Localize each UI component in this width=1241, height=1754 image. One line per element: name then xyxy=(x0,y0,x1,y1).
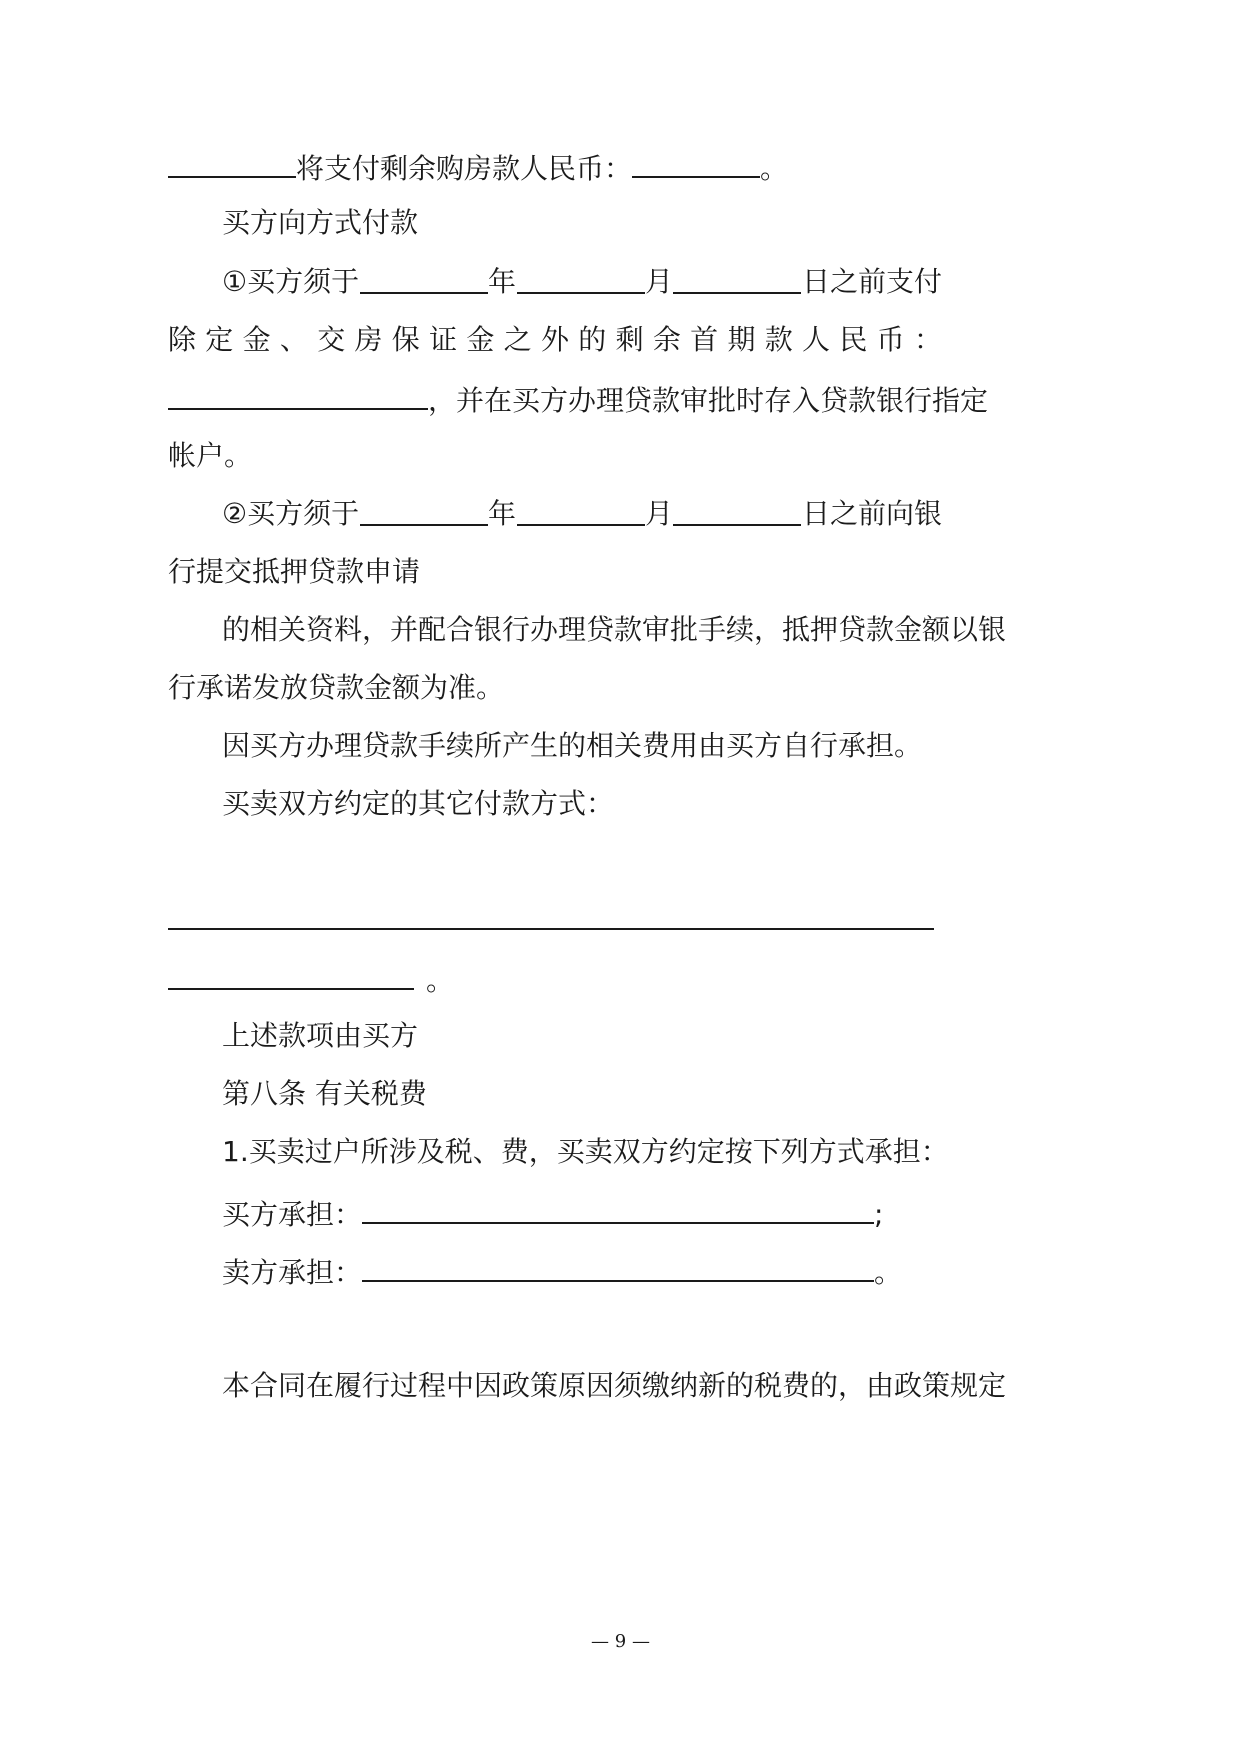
char: 期 xyxy=(727,323,756,356)
line-text: 月 xyxy=(645,265,674,298)
item-1-deposit-line xyxy=(168,378,988,418)
loan-amount-line: 行承诺发放贷款金额为准。 xyxy=(168,671,505,704)
blank-field xyxy=(517,262,645,294)
blank-field xyxy=(362,1250,874,1282)
item-2-continuation-line: 行提交抵押贷款申请 xyxy=(168,555,421,588)
payment-method-line: 买方向方式付款 xyxy=(222,206,419,239)
line-text: ①买方须于 xyxy=(222,265,360,298)
blank-field xyxy=(517,494,645,526)
char: 房 xyxy=(354,323,383,356)
item-1-continuation-line xyxy=(168,320,942,360)
char: 剩 xyxy=(615,323,644,356)
char: 的 xyxy=(578,323,607,356)
char: 定 xyxy=(205,323,234,356)
policy-tax-line: 本合同在履行过程中因政策原因须缴纳新的税费的，由政策规定 xyxy=(222,1369,1007,1402)
char: 民 xyxy=(839,323,868,356)
blank-field xyxy=(673,494,801,526)
char: 除 xyxy=(168,323,197,356)
line-text: 年 xyxy=(488,497,517,530)
loan-materials-line: 的相关资料，并配合银行办理贷款审批手续，抵押贷款金额以银 xyxy=(222,613,1007,646)
char: 金 xyxy=(242,323,271,356)
blank-field xyxy=(632,146,760,178)
blank-field xyxy=(168,378,428,410)
char: 交 xyxy=(317,323,346,356)
char: 外 xyxy=(540,323,569,356)
line-text: ，并在买方办理贷款审批时存入贷款银行指定 xyxy=(428,384,989,417)
line-text: 买方承担： xyxy=(222,1198,363,1231)
blank-field xyxy=(360,262,488,294)
char: 款 xyxy=(764,323,793,356)
item-1-end-line: 帐户。 xyxy=(168,439,253,472)
other-payment-line: 买卖双方约定的其它付款方式： xyxy=(222,787,615,820)
line-text: 将支付剩余购房款人民币： xyxy=(296,152,633,185)
blank-field xyxy=(168,146,296,178)
payment-remaining-line xyxy=(168,146,788,186)
item-2-date-line xyxy=(222,494,942,534)
blank-field xyxy=(168,928,934,930)
blank-field xyxy=(360,494,488,526)
line-text: 月 xyxy=(645,497,674,530)
buyer-bears-line xyxy=(222,1192,883,1232)
line-text: 。 xyxy=(874,1256,903,1289)
payment-by-buyer-line: 上述款项由买方 xyxy=(222,1019,419,1052)
char: 保 xyxy=(391,323,420,356)
other-payment-blank-line xyxy=(168,958,454,998)
line-text: 日之前向银 xyxy=(801,497,942,530)
line-text: ; xyxy=(874,1198,884,1231)
line-text: 。 xyxy=(426,964,455,997)
article-8-heading: 第八条 有关税费 xyxy=(222,1077,427,1110)
char: ： xyxy=(913,323,942,356)
char: 金 xyxy=(466,323,495,356)
char: 人 xyxy=(802,323,831,356)
blank-field xyxy=(673,262,801,294)
loan-fees-line: 因买方办理贷款手续所产生的相关费用由买方自行承担。 xyxy=(222,729,923,762)
char: 、 xyxy=(279,323,308,356)
char: 余 xyxy=(652,323,681,356)
seller-bears-line xyxy=(222,1250,902,1290)
blank-field xyxy=(362,1192,874,1224)
tax-fee-clause-line: 1.买卖过户所涉及税、费，买卖双方约定按下列方式承担： xyxy=(222,1135,949,1168)
line-text: 卖方承担： xyxy=(222,1256,363,1289)
char: 币 xyxy=(876,323,905,356)
char: 证 xyxy=(429,323,458,356)
line-text: 。 xyxy=(760,152,789,185)
blank-field xyxy=(168,958,414,990)
line-text: ②买方须于 xyxy=(222,497,360,530)
line-text: 年 xyxy=(488,265,517,298)
line-text: 日之前支付 xyxy=(801,265,942,298)
char: 之 xyxy=(503,323,532,356)
item-1-date-line xyxy=(222,262,942,302)
page-number: — 9 — xyxy=(591,1631,650,1652)
char: 首 xyxy=(690,323,719,356)
